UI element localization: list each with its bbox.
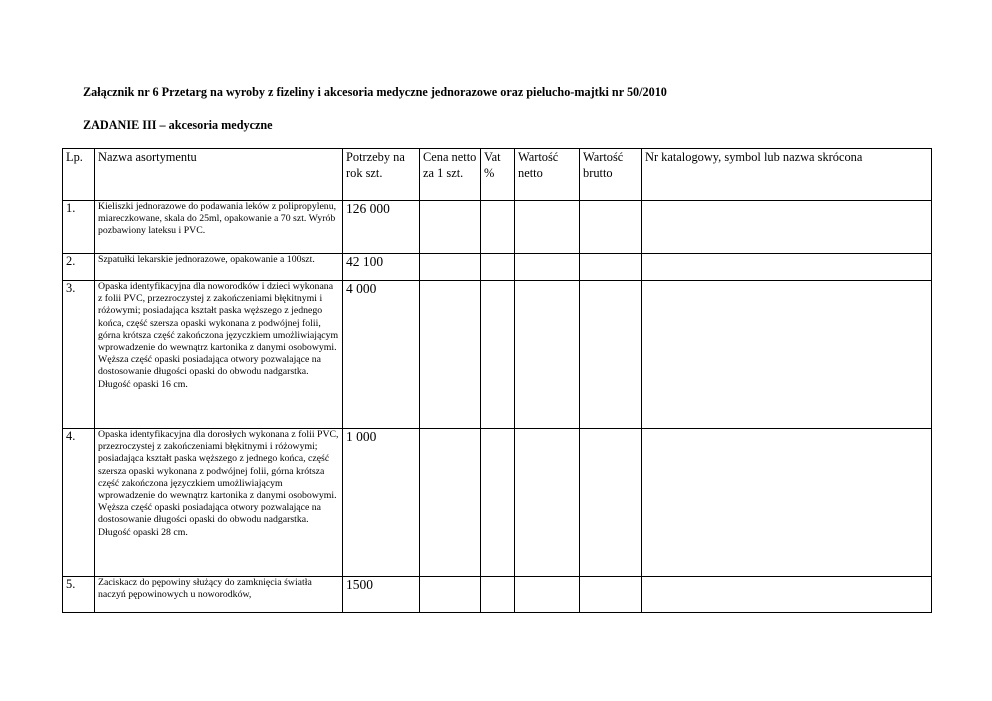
row-catalog-cell: [642, 201, 932, 254]
row-quantity: 42 100: [343, 254, 420, 281]
header-gross-value: Wartość brutto: [580, 149, 642, 201]
table-row: [63, 254, 932, 281]
row-catalog-cell: [642, 254, 932, 281]
table-row: [63, 429, 932, 577]
table-row: [63, 201, 932, 254]
row-lp: 1.: [63, 201, 95, 254]
row-quantity: 126 000: [343, 201, 420, 254]
row-gross-value-cell: [580, 281, 642, 429]
row-lp: 3.: [63, 281, 95, 429]
row-unit-price-cell: [420, 254, 481, 281]
row-catalog-cell: [642, 577, 932, 613]
table-row: [63, 281, 932, 429]
row-gross-value-cell: [580, 577, 642, 613]
header-net-value: Wartość netto: [515, 149, 580, 201]
document-title: Załącznik nr 6 Przetarg na wyroby z fizeliny i akcesoria medyczne jednorazowe oraz pielucho-majtki nr 50/2010: [83, 85, 667, 99]
row-lp: 5.: [63, 577, 95, 613]
header-name: Nazwa asortymentu: [95, 149, 343, 201]
row-gross-value-cell: [580, 429, 642, 577]
row-vat-cell: [481, 281, 515, 429]
header-quantity: Potrzeby na rok szt.: [343, 149, 420, 201]
row-quantity: 1 000: [343, 429, 420, 577]
row-gross-value-cell: [580, 254, 642, 281]
row-vat-cell: [481, 429, 515, 577]
row-vat-cell: [481, 254, 515, 281]
row-net-value-cell: [515, 429, 580, 577]
pricing-table: [62, 148, 932, 613]
row-item-name: Szpatułki lekarskie jednorazowe, opakowanie a 100szt.: [95, 254, 343, 281]
row-net-value-cell: [515, 201, 580, 254]
table-row: [63, 577, 932, 613]
row-net-value-cell: [515, 254, 580, 281]
row-quantity: 1500: [343, 577, 420, 613]
header-lp: Lp.: [63, 149, 95, 201]
row-vat-cell: [481, 577, 515, 613]
row-vat-cell: [481, 201, 515, 254]
row-item-name: Opaska identyfikacyjna dla dorosłych wykonana z folii PVC, przezroczystej z zakończeniami błękitnymi i różowymi; posiadająca kształt paska węższego z jednego końca, część szersza opaski wykonana z podwójnej folii, górna krótsza część zakończona języczkiem umożliwiającym wprowadzenie do wewnątrz kartonika z danymi osobowymi. Węższa część opaski posiadająca otwory pozwalające na dostosowanie długości opaski do obwodu nadgarstka. Długość opaski 28 cm.: [95, 429, 343, 577]
row-lp: 2.: [63, 254, 95, 281]
row-unit-price-cell: [420, 429, 481, 577]
header-vat: Vat %: [481, 149, 515, 201]
row-item-name: Zaciskacz do pępowiny służący do zamknięcia światła naczyń pępowinowych u noworodków,: [95, 577, 343, 613]
row-gross-value-cell: [580, 201, 642, 254]
row-lp: 4.: [63, 429, 95, 577]
table-header-row: [63, 149, 932, 201]
header-catalog-number: Nr katalogowy, symbol lub nazwa skrócona: [642, 149, 932, 201]
row-quantity: 4 000: [343, 281, 420, 429]
row-unit-price-cell: [420, 201, 481, 254]
task-heading: ZADANIE III – akcesoria medyczne: [83, 118, 273, 132]
row-net-value-cell: [515, 577, 580, 613]
row-unit-price-cell: [420, 577, 481, 613]
row-item-name: Kieliszki jednorazowe do podawania leków z polipropylenu, miareczkowane, skala do 25ml, opakowanie a 70 szt. Wyrób pozbawiony lateksu i PVC.: [95, 201, 343, 254]
row-unit-price-cell: [420, 281, 481, 429]
row-catalog-cell: [642, 429, 932, 577]
row-item-name: Opaska identyfikacyjna dla noworodków i dzieci wykonana z folii PVC, przezroczystej z zakończeniami błękitnymi i różowymi; posiadająca kształt paska węższego z jednego końca, część szersza opaski wykonana z podwójnej folii, górna krótsza część zakończona języczkiem umożliwiającym wprowadzenie do wewnątrz kartonika z danymi osobowymi. Węższa część opaski posiadająca otwory pozwalające na dostosowanie długości opaski do obwodu nadgarstka. Długość opaski 16 cm.: [95, 281, 343, 429]
row-catalog-cell: [642, 281, 932, 429]
row-net-value-cell: [515, 281, 580, 429]
header-unit-price: Cena netto za 1 szt.: [420, 149, 481, 201]
